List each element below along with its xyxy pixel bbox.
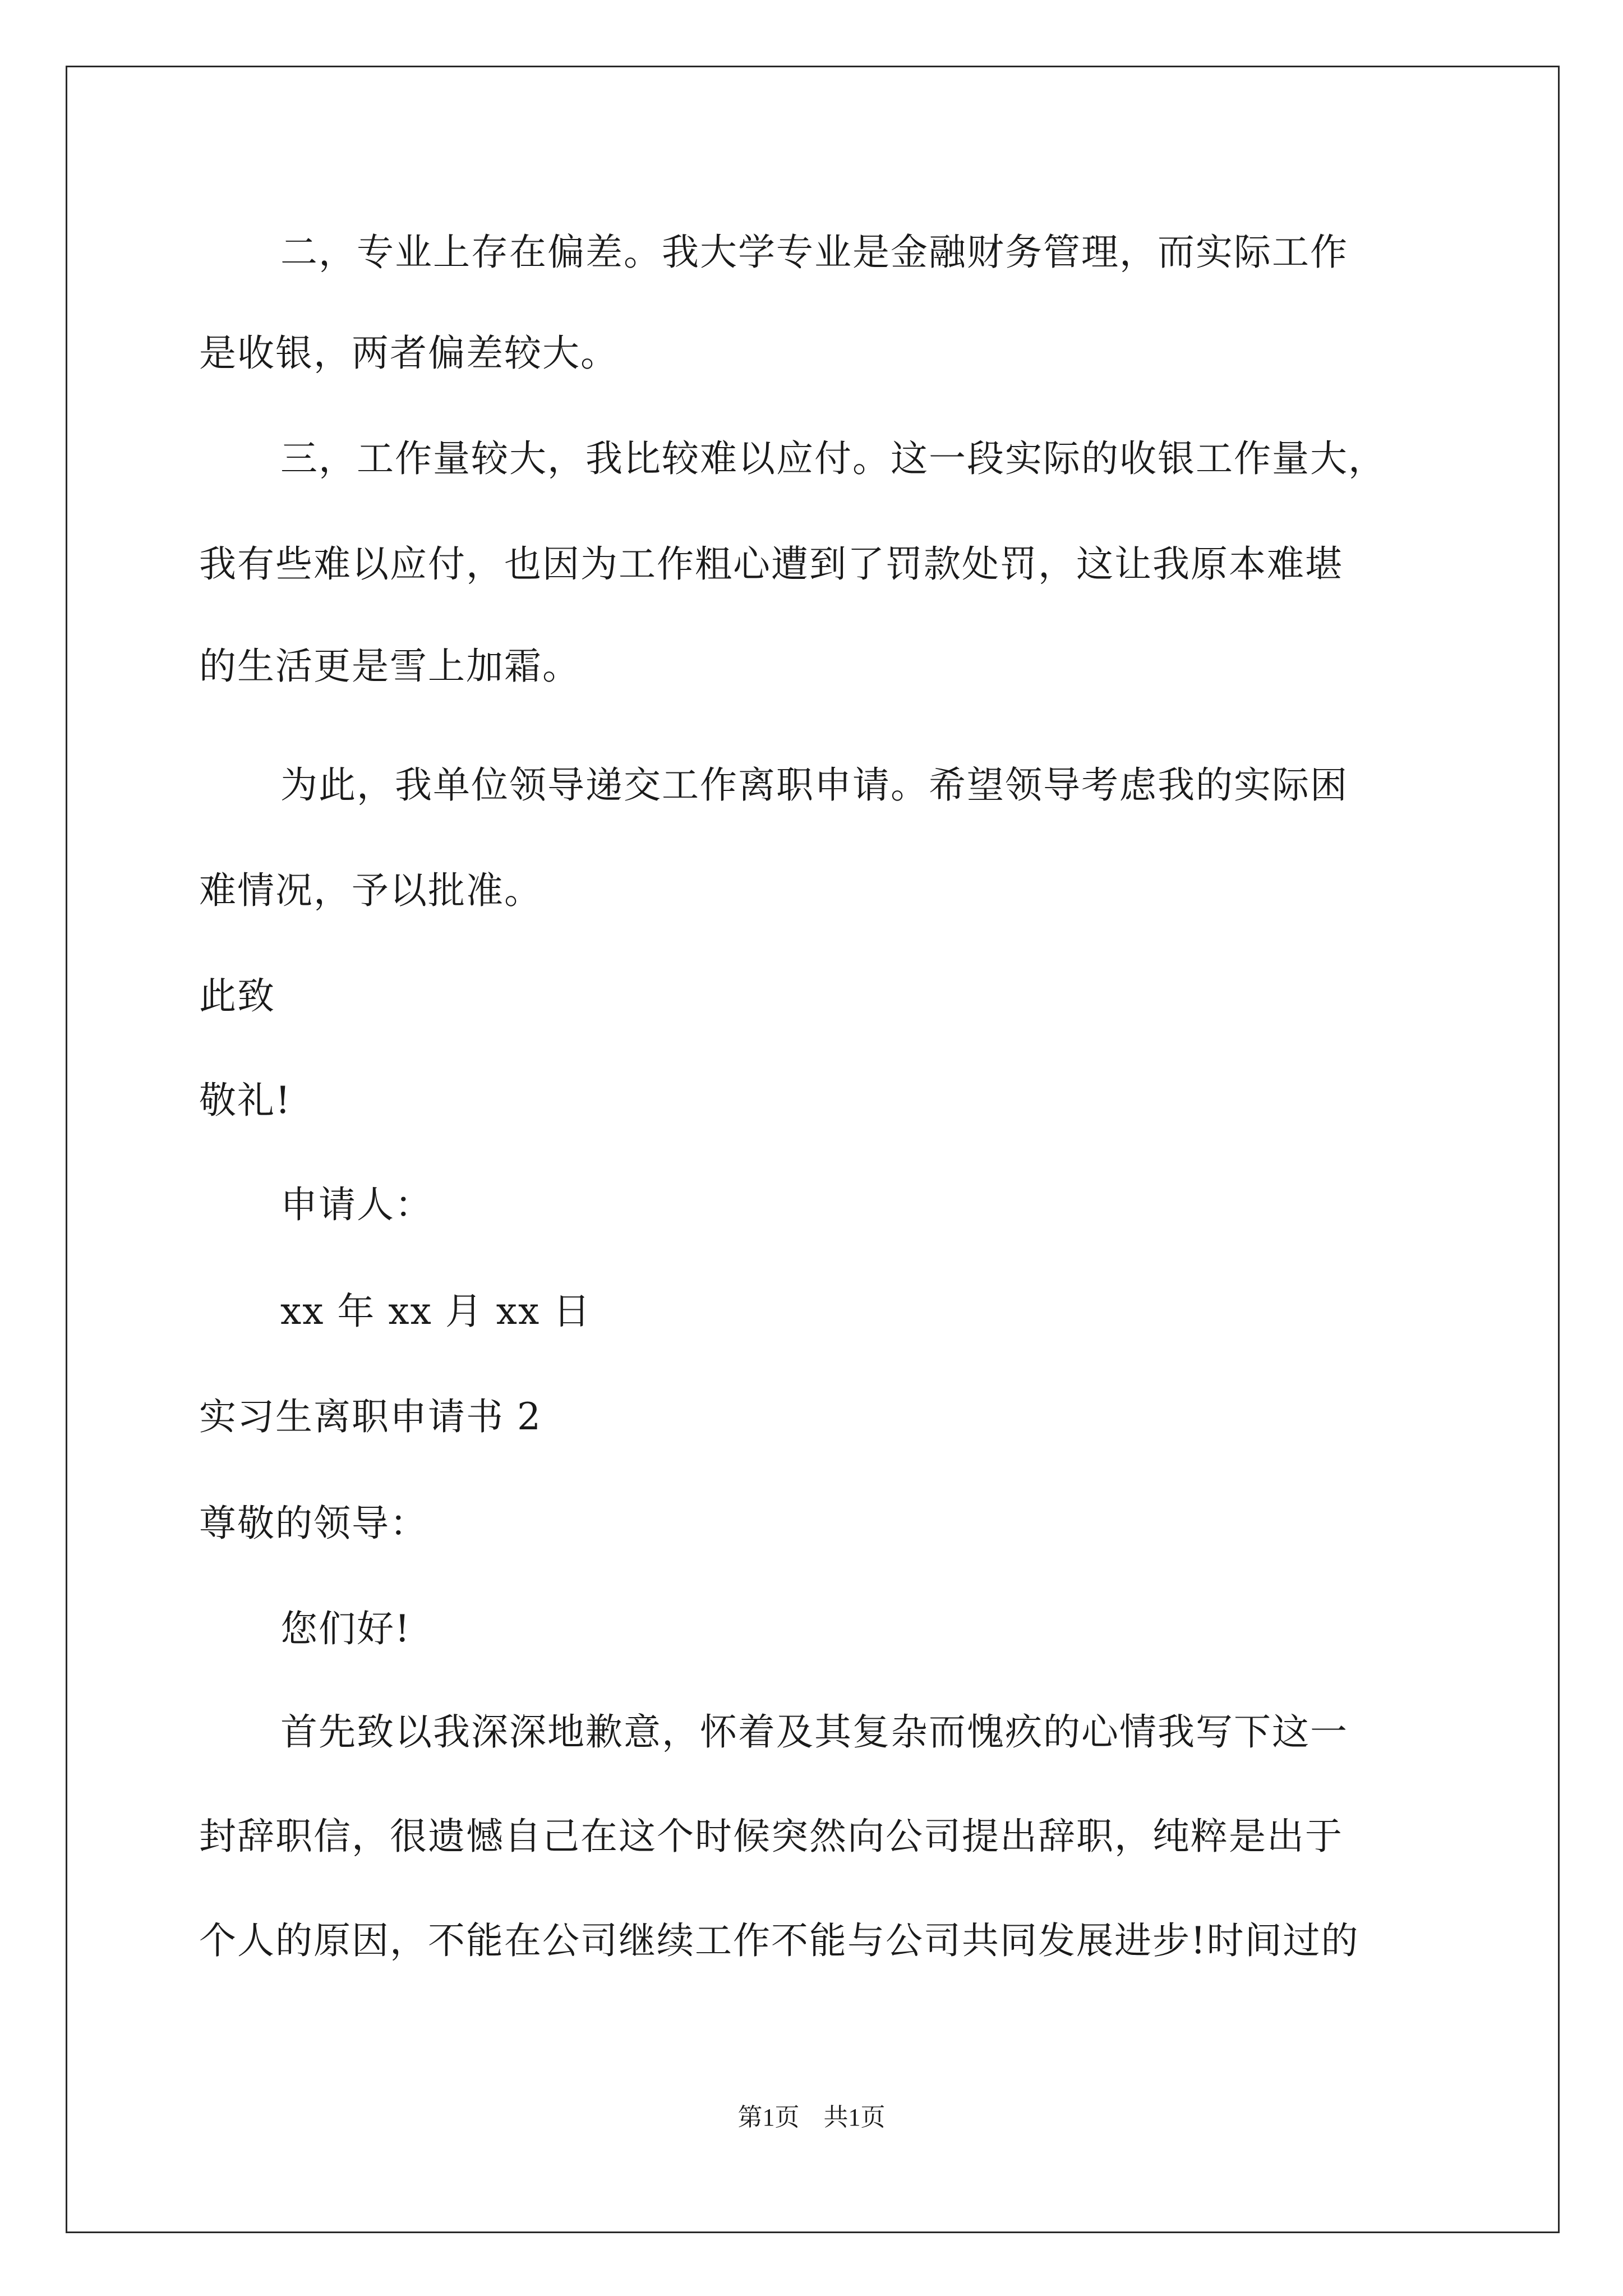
page-total: 共1页 [823, 2104, 886, 2131]
page-border [66, 66, 1560, 2233]
paragraph-line: 二，专业上存在偏差。我大学专业是金融财务管理，而实际工作 [280, 231, 1348, 274]
paragraph-line: 首先致以我深深地歉意，怀着及其复杂而愧疚的心情我写下这一 [280, 1710, 1348, 1754]
closing-salutation: 此致 [199, 974, 275, 1018]
paragraph-line: 为此，我单位领导递交工作离职申请。希望领导考虑我的实际困 [280, 763, 1348, 807]
paragraph-line: 三，工作量较大，我比较难以应付。这一段实际的收银工作量大， [280, 437, 1386, 480]
paragraph-line: 封辞职信，很遗憾自己在这个时候突然向公司提出辞职，纯粹是出于 [199, 1815, 1343, 1858]
page-footer [0, 2101, 1623, 2134]
paragraph-line: 难情况，予以批准。 [199, 869, 542, 912]
date-line: xx 年 xx 月 xx 日 [280, 1290, 592, 1333]
section-title: 实习生离职申请书 2 [199, 1395, 542, 1438]
greeting: 您们好! [280, 1607, 411, 1650]
page-number: 第1页 [737, 2104, 800, 2131]
paragraph-line: 的生活更是雪上加霜。 [199, 645, 580, 688]
closing-regards: 敬礼! [199, 1079, 292, 1122]
applicant-label: 申请人： [280, 1183, 433, 1226]
paragraph-line: 是收银，两者偏差较大。 [199, 332, 619, 375]
salutation: 尊敬的领导： [199, 1502, 428, 1545]
paragraph-line: 个人的原因，不能在公司继续工作不能与公司共同发展进步!时间过的 [199, 1919, 1359, 1962]
paragraph-line: 我有些难以应付，也因为工作粗心遭到了罚款处罚，这让我原本难堪 [199, 542, 1343, 586]
